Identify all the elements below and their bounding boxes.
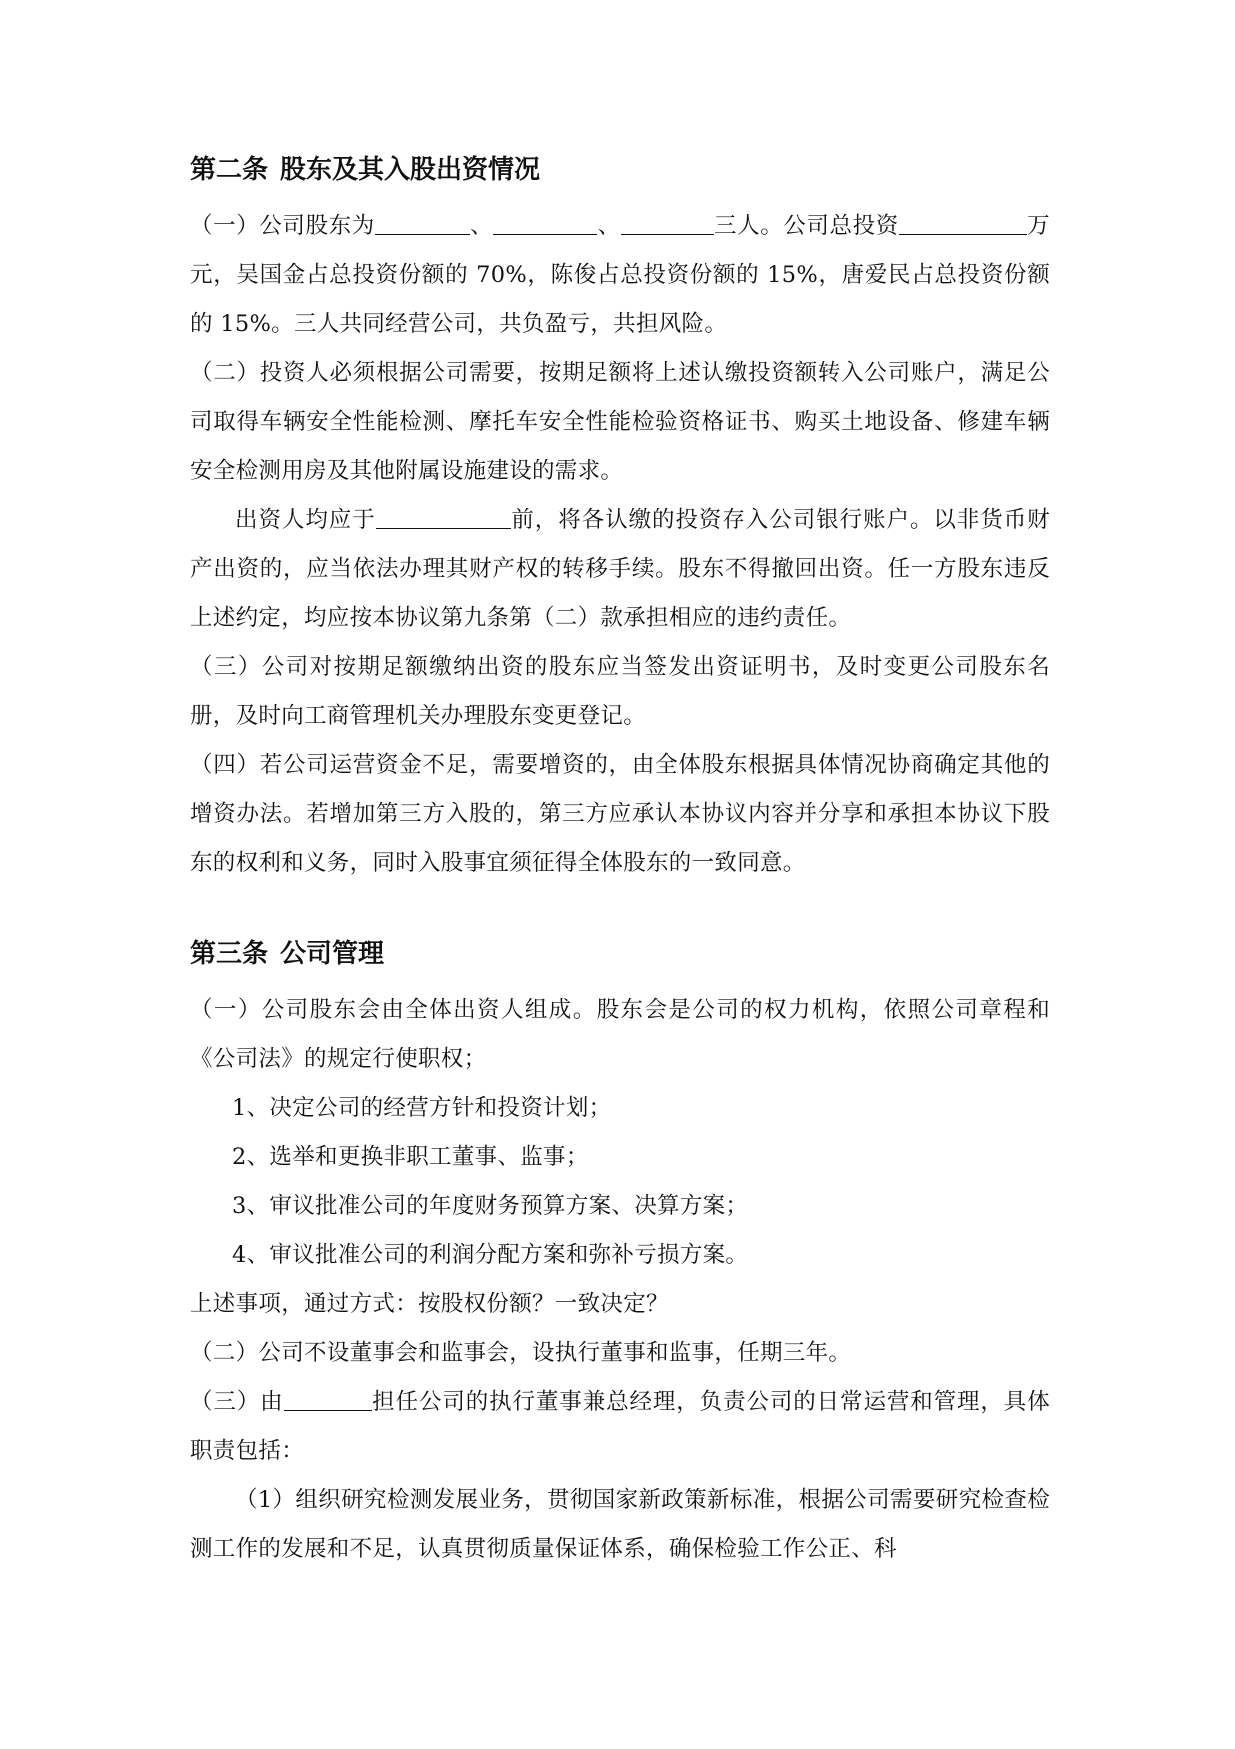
article-3-title: 公司管理 [280, 939, 385, 969]
blank-total-investment [899, 212, 1027, 235]
article-2-clause-3: （三）公司对按期足额缴纳出资的股东应当签发出资证明书，及时变更公司股东名册，及时向工商管理机关办理股东变更登记。 [190, 654, 1050, 729]
blank-deposit-date [376, 506, 511, 529]
article-3-item-2: 2、选举和更换非职工董事、监事； [232, 1144, 589, 1170]
blank-shareholder-2 [493, 212, 597, 235]
article-2-clause-2: （二）投资人必须根据公司需要，按期足额将上述认缴投资额转入公司账户，满足公司取得车辆安全性能检测、摩托车安全性能检验资格证书、购买土地设备、修建车辆安全检测用房及其他附属设施建设的需求。 [190, 360, 1050, 484]
article-3-clause-2: （二）公司不设董事会和监事会，设执行董事和监事，任期三年。 [190, 1340, 852, 1366]
article-3-clause-1: （一）公司股东会由全体出资人组成。股东会是公司的权力机构，依照公司章程和《公司法》的规定行使职权； [190, 997, 1050, 1072]
article-3-voting-method: 上述事项，通过方式：按股权份额？一致决定？ [190, 1291, 669, 1317]
blank-executive-director [284, 1388, 372, 1411]
article-2-clause-4: （四）若公司运营资金不足，需要增资的，由全体股东根据具体情况协商确定其他的增资办法。若增加第三方入股的，第三方应承认本协议内容并分享和承担本协议下股东的权利和义务，同时入股事宜须征得全体股东的一致同意。 [190, 752, 1050, 876]
article-2-deposit-paragraph: 出资人均应于 前，将各认缴的投资存入公司银行账户。以非货币财产出资的，应当依法办理其财产权的转移手续。股东不得撤回出资。任一方股东违反上述约定，均应按本协议第九条第（二）款承担相应的违约责任。 [190, 507, 1050, 631]
blank-shareholder-1 [375, 212, 470, 235]
blank-shareholder-3 [621, 212, 714, 235]
article-3-number: 第三条 [190, 939, 269, 969]
document-page [190, 152, 1050, 1574]
section-spacer [190, 888, 1050, 936]
article-3-clause-3: （三）由 担任公司的执行董事兼总经理，负责公司的日常运营和管理，具体职责包括： [190, 1389, 1050, 1464]
article-2-title: 股东及其入股出资情况 [280, 155, 541, 185]
article-2-number: 第二条 [190, 155, 269, 185]
article-3-heading [190, 936, 1050, 972]
article-2-clause-1: （一）公司股东为 、 、 三人。公司总投资 万元，吴国金占总投资份额的 70%，陈俊占总投资份额的 15%，唐爱民占总投资份额的 15%。三人共同经营公司，共负盈亏，共担风险。 [190, 213, 1050, 337]
article-3-duty-1: （1）组织研究检测发展业务，贯彻国家新政策新标准，根据公司需要研究检查检测工作的发展和不足，认真贯彻质量保证体系，确保检验工作公正、科 [190, 1487, 1050, 1562]
article-3-item-4: 4、审议批准公司的利润分配方案和弥补亏损方案。 [232, 1242, 749, 1268]
article-3-item-3: 3、审议批准公司的年度财务预算方案、决算方案； [232, 1193, 749, 1219]
article-3-item-1: 1、决定公司的经营方针和投资计划； [232, 1095, 612, 1121]
article-2-heading [190, 152, 1050, 188]
